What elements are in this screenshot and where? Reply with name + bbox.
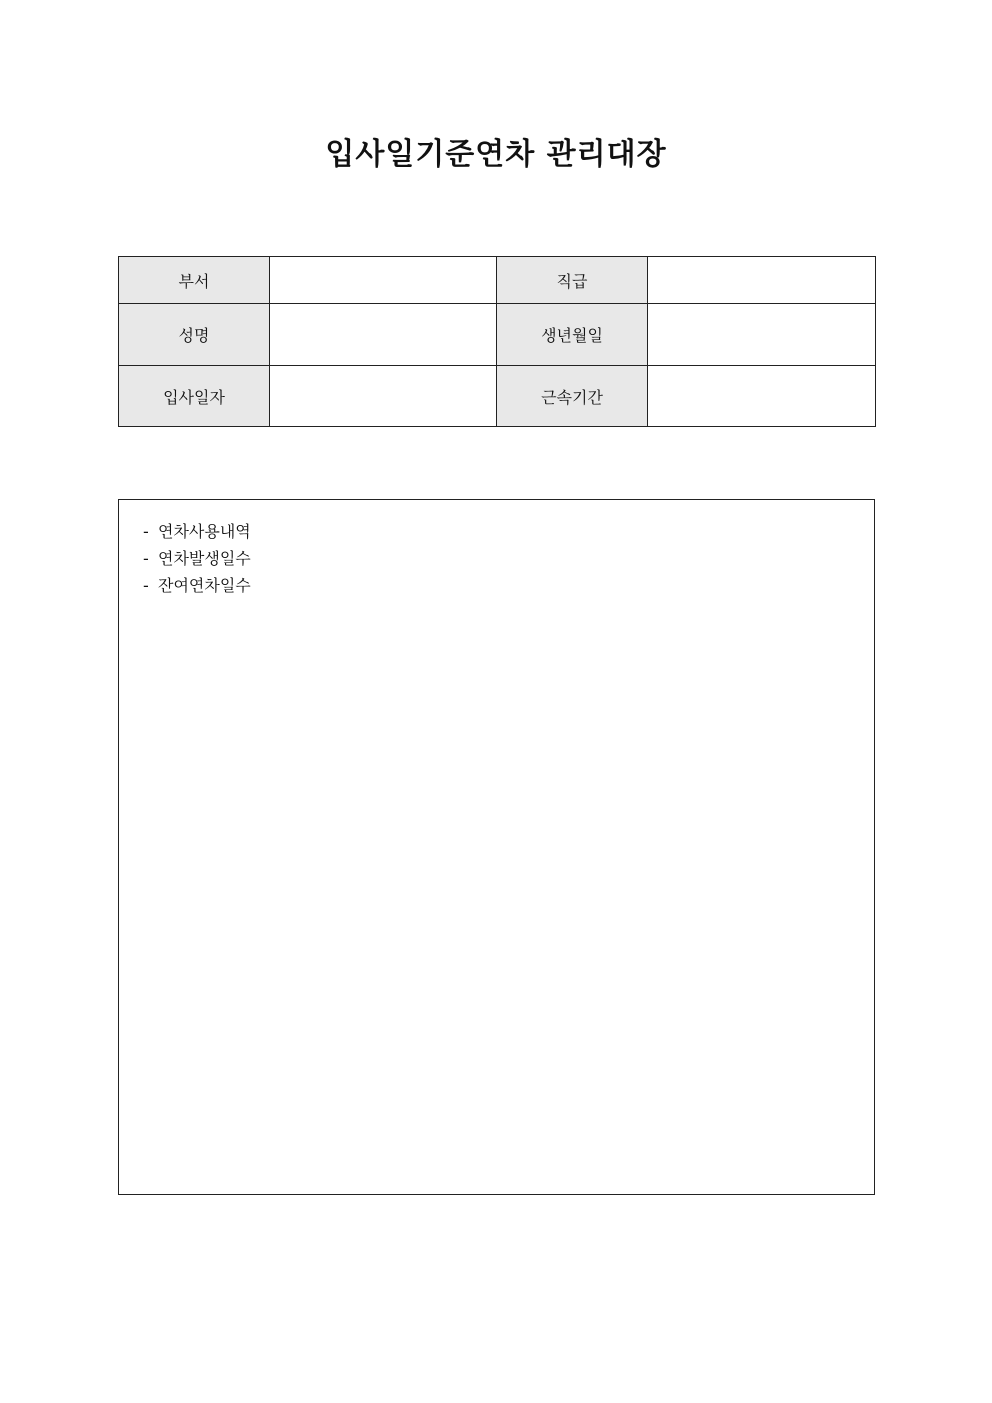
list-item [143,572,874,599]
employee-info-table [118,256,876,427]
table-row [119,366,876,427]
document-title: 입사일기준연차 관리대장 [325,137,667,172]
bullet-dash: - [143,549,149,568]
department-field[interactable] [270,257,497,304]
notes-box[interactable] [118,499,875,1195]
table-row [119,257,876,304]
hire-date-field[interactable] [270,366,497,427]
birthdate-label: 생년월일 [497,304,648,366]
name-label: 성명 [119,304,270,366]
department-label: 부서 [119,257,270,304]
list-item-label: 연차발생일수 [158,549,251,568]
bullet-dash: - [143,522,149,541]
service-period-field[interactable] [648,366,876,427]
name-field[interactable] [270,304,497,366]
list-item [143,518,874,545]
list-item-label: 잔여연차일수 [158,576,251,595]
hire-date-label: 입사일자 [119,366,270,427]
list-item-label: 연차사용내역 [158,522,251,541]
notes-list [119,500,874,599]
position-field[interactable] [648,257,876,304]
service-period-label: 근속기간 [497,366,648,427]
table-row [119,304,876,366]
position-label: 직급 [497,257,648,304]
bullet-dash: - [143,576,149,595]
birthdate-field[interactable] [648,304,876,366]
list-item [143,545,874,572]
